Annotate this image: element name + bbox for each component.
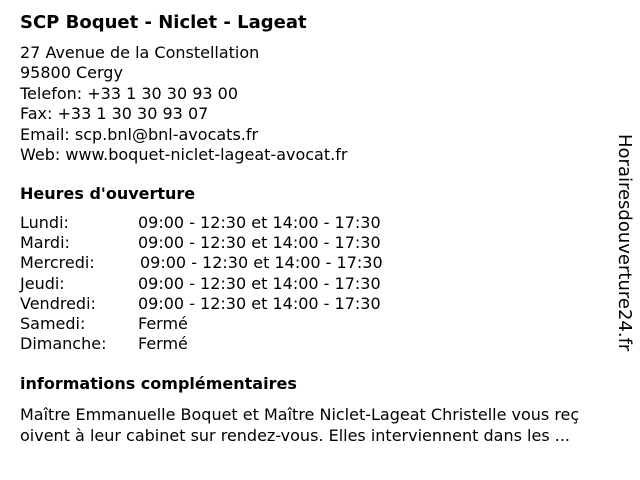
- hours-row-vendredi: [20, 294, 440, 314]
- time-value: Fermé: [138, 313, 188, 333]
- additional-info-heading: informations complémentaires: [20, 374, 297, 393]
- day-label: Mardi:: [20, 233, 70, 253]
- opening-hours-heading: Heures d'ouverture: [20, 184, 196, 203]
- additional-info-text: [20, 404, 620, 446]
- day-label: Lundi:: [20, 213, 69, 232]
- site-watermark: Horairesdouverture24.fr: [614, 134, 635, 352]
- contact-block: [20, 43, 347, 165]
- time-value: 09:00 - 12:30 et 14:00 - 17:30: [140, 253, 383, 273]
- email-line: Email: scp.bnl@bnl-avocats.fr: [20, 124, 259, 144]
- day-label: Mercredi:: [20, 253, 95, 273]
- web-line: Web: www.boquet-niclet-lageat-avocat.fr: [20, 144, 348, 164]
- opening-hours-table: [20, 213, 440, 354]
- hours-row-mercredi: [20, 253, 440, 273]
- hours-row-samedi: [20, 314, 440, 334]
- hours-row-mardi: [20, 233, 440, 253]
- time-value: 09:00 - 12:30 et 14:00 - 17:30: [138, 273, 381, 293]
- phone-line: Telefon: +33 1 30 30 93 00: [20, 83, 239, 103]
- hours-row-lundi: [20, 213, 440, 233]
- time-value: 09:00 - 12:30 et 14:00 - 17:30: [138, 233, 381, 253]
- day-label: Vendredi:: [20, 293, 96, 313]
- time-value: 09:00 - 12:30 et 14:00 - 17:30: [138, 213, 381, 232]
- day-label: Dimanche:: [20, 334, 107, 354]
- day-label: Samedi:: [20, 313, 86, 333]
- business-name: SCP Boquet - Niclet - Lageat: [20, 12, 307, 33]
- time-value: 09:00 - 12:30 et 14:00 - 17:30: [138, 293, 381, 313]
- description-line: oivent à leur cabinet sur rendez-vous. Elles interviennent dans les ...: [20, 426, 570, 445]
- address-street: 27 Avenue de la Constellation: [20, 43, 260, 62]
- time-value: Fermé: [138, 334, 188, 354]
- day-label: Jeudi:: [20, 273, 65, 293]
- description-line: Maître Emmanuelle Boquet et Maître Niclet-Lageat Christelle vous reç: [20, 405, 580, 424]
- address-city: 95800 Cergy: [20, 63, 123, 83]
- hours-row-jeudi: [20, 274, 440, 294]
- fax-line: Fax: +33 1 30 30 93 07: [20, 104, 209, 124]
- hours-row-dimanche: [20, 334, 440, 354]
